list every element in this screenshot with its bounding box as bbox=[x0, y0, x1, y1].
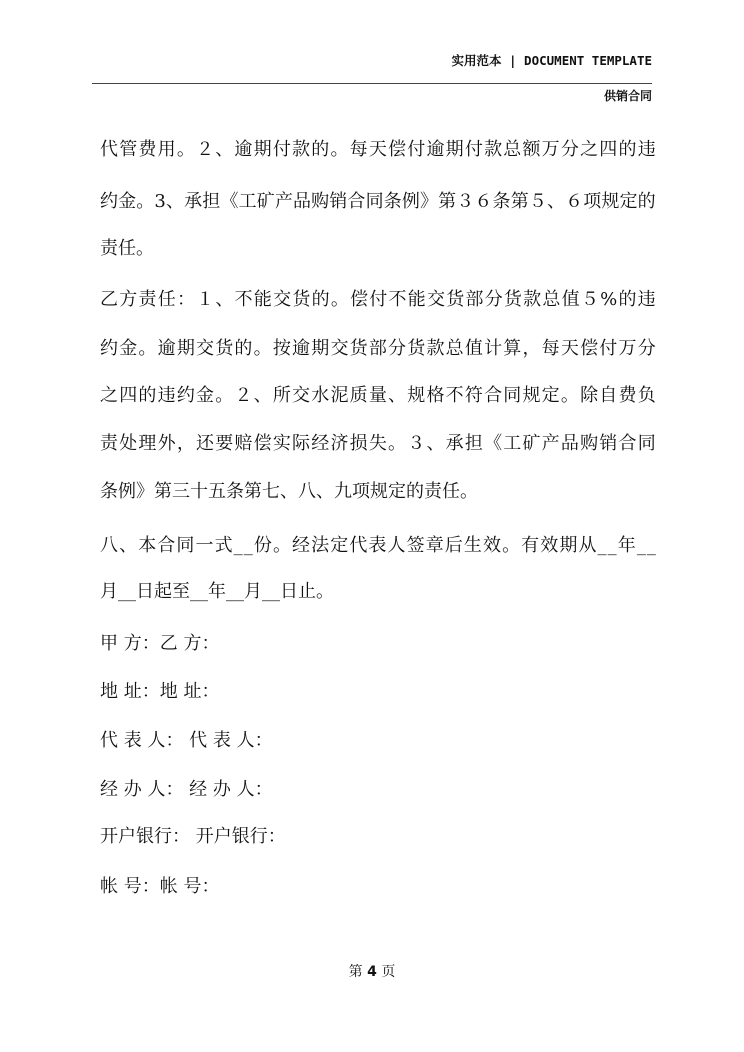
document-subtitle: 供销合同 bbox=[603, 89, 652, 103]
page-number: 4 bbox=[367, 964, 377, 980]
body-line: 条例》第三十五条第七、八、九项规定的责任。 bbox=[100, 481, 478, 502]
page-prefix: 第 bbox=[348, 964, 363, 980]
signature-party: 甲 方：乙 方： bbox=[100, 633, 220, 654]
document-header: 实用范本 | DOCUMENT TEMPLATE bbox=[451, 53, 652, 68]
body-line: 责 处 理 外 ， 还 要 赔 偿 实 际 经 济 损 失 。 ３ 、 承 担 《 工 矿 产 品 购 销 合 同 bbox=[100, 433, 656, 454]
body-line: 代 管 费 用 。 ２ 、 逾 期 付 款 的 。 每 天 偿 付 逾 期 付 款 总 额 万 分 之 四 的 违 bbox=[100, 139, 656, 160]
body-line: 之 四 的 违 约 金 。 ２ 、 所 交 水 泥 质 量 、 规 格 不 符 合 同 规 定 。 除 自 费 负 bbox=[100, 385, 656, 406]
page-suffix: 页 bbox=[381, 964, 396, 980]
signature-handler: 经 办 人： 经 办 人： bbox=[100, 779, 273, 800]
body-line: 八 、 本 合 同 一 式 _ _ 份 。 经 法 定 代 表 人 签 章 后 生 效 。 有 效 期 从 _ _ 年 _ _ bbox=[100, 535, 656, 556]
signature-address: 地 址：地 址： bbox=[100, 681, 220, 702]
body-line: 乙 方 责 任 ： １ 、 不 能 交 货 的 。 偿 付 不 能 交 货 部 分 货 款 总 值 ５ % 的 违 bbox=[100, 289, 656, 310]
body-line: 约 金 。 逾 期 交 货 的 。 按 逾 期 交 货 部 分 货 款 总 值 计 算 ， 每 天 偿 付 万 分 bbox=[100, 338, 656, 359]
body-line: 月__日起至__年__月__日止。 bbox=[100, 581, 334, 602]
body-line: 约 金 。 3 、 承 担 《 工 矿 产 品 购 销 合 同 条 例 》 第 ３ ６ 条 第 ５ 、 ６ 项 规 定 的 bbox=[100, 191, 656, 212]
signature-account: 帐 号：帐 号： bbox=[100, 876, 220, 897]
header-divider bbox=[92, 83, 652, 84]
signature-representative: 代 表 人： 代 表 人： bbox=[100, 730, 273, 751]
body-line: 责任。 bbox=[100, 238, 154, 259]
page-footer bbox=[0, 963, 744, 981]
signature-bank: 开户银行： 开户银行： bbox=[100, 826, 286, 847]
